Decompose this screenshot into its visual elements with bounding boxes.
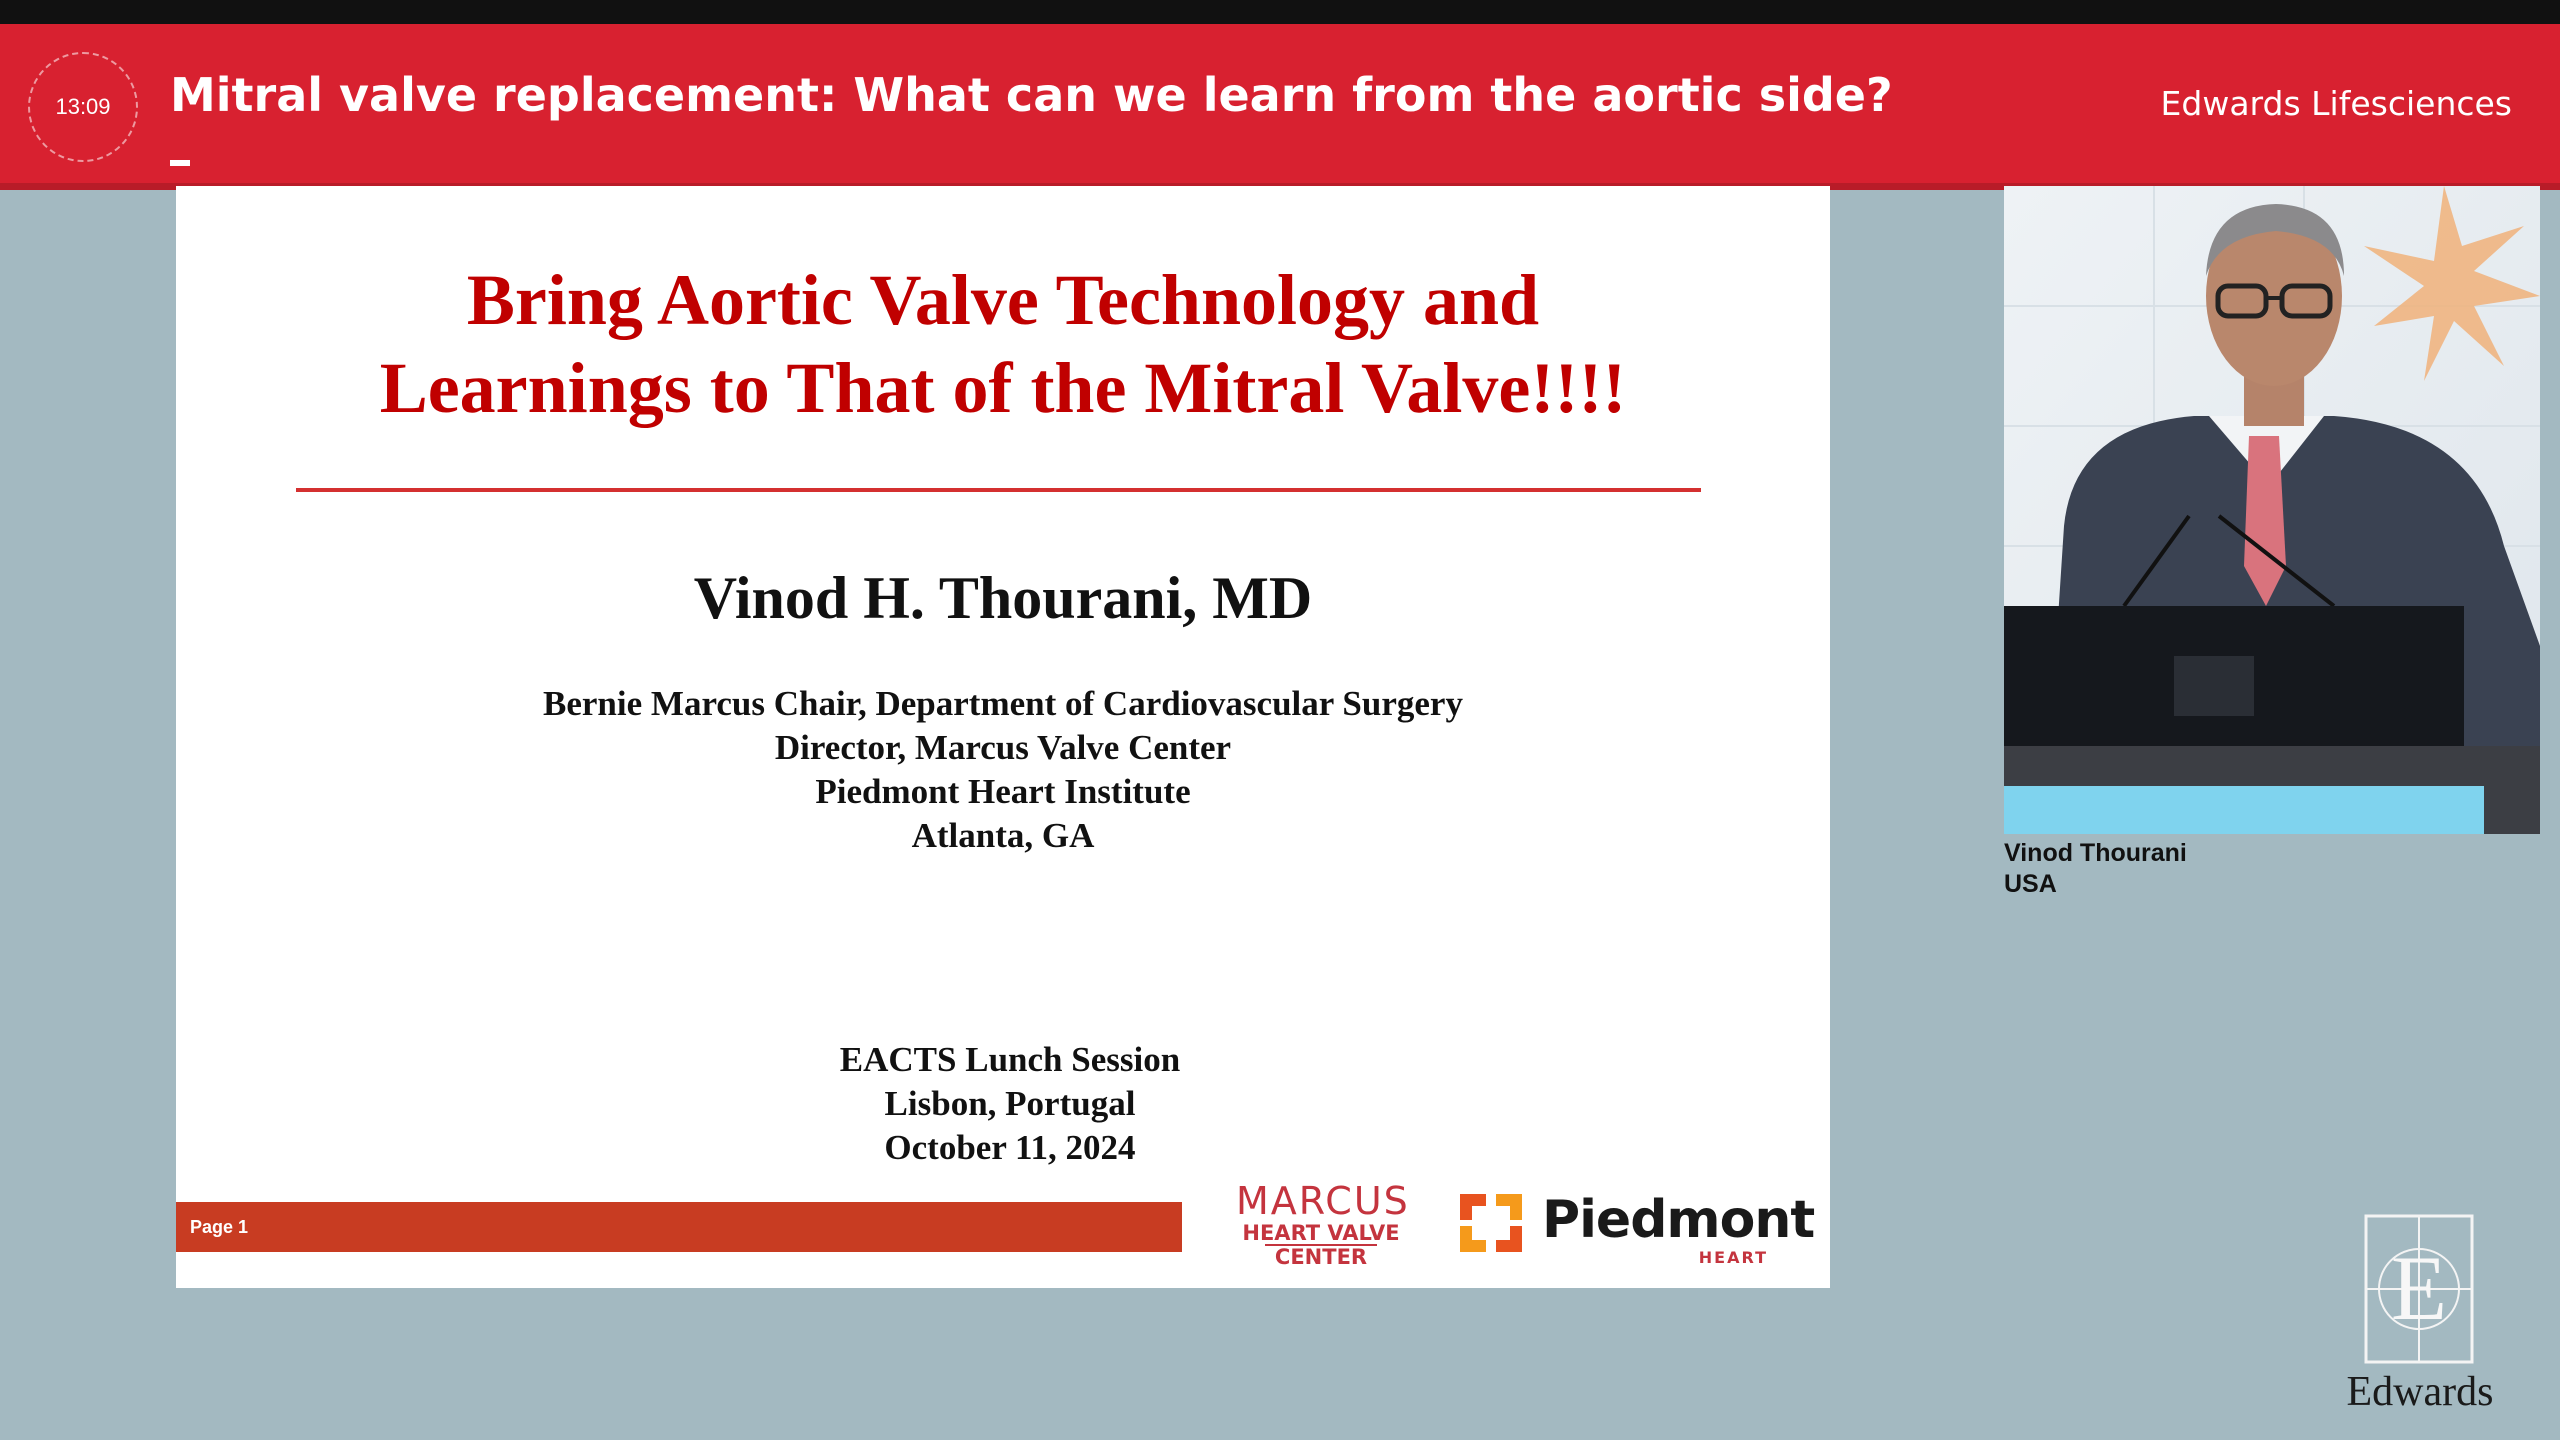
speaker-caption-country: USA — [2004, 870, 2057, 898]
session-title: Mitral valve replacement: What can we learn from the aortic side? — [170, 68, 1893, 122]
marcus-logo-mid: HEART VALVE — [1242, 1220, 1400, 1245]
timer-badge: 13:09 — [28, 52, 138, 162]
progress-indicator — [170, 160, 190, 166]
speaker-caption-name: Vinod Thourani — [2004, 839, 2187, 867]
piedmont-logo — [1456, 1190, 1815, 1267]
affiliation-line: Piedmont Heart Institute — [815, 772, 1191, 811]
speaker-video — [2004, 186, 2540, 834]
brand-name: Edwards Lifesciences — [2160, 84, 2512, 123]
piedmont-subtitle: HEART — [1698, 1248, 1768, 1267]
piedmont-wordmark: Piedmont — [1542, 1190, 1815, 1250]
page-number: Page 1 — [190, 1216, 249, 1237]
speaker-caption — [2004, 838, 2187, 900]
speaker-affiliation — [176, 682, 1830, 858]
slide-footer-bar — [176, 1202, 1182, 1252]
slide-title-line-2: Learnings to That of the Mitral Valve!!!! — [379, 348, 1627, 428]
marcus-logo-top: MARCUS — [1236, 1179, 1410, 1223]
affiliation-line: Atlanta, GA — [911, 816, 1095, 855]
event-info — [176, 1038, 1830, 1170]
affiliation-line: Director, Marcus Valve Center — [774, 728, 1232, 767]
piedmont-mark-icon — [1456, 1190, 1526, 1256]
edwards-wordmark: Edwards — [2346, 1369, 2494, 1415]
edwards-mark-icon — [2364, 1214, 2474, 1364]
slide-title-line-1: Bring Aortic Valve Technology and — [466, 260, 1540, 340]
slide-title — [176, 256, 1830, 432]
event-line: EACTS Lunch Session — [839, 1040, 1181, 1079]
affiliation-line: Bernie Marcus Chair, Department of Cardiovascular Surgery — [543, 684, 1463, 723]
slide-speaker-name: Vinod H. Thourani, MD — [693, 565, 1313, 631]
session-header — [0, 24, 2560, 184]
marcus-logo — [1236, 1179, 1410, 1269]
slide-title-divider — [296, 488, 1701, 492]
speaker-video-frame — [2004, 186, 2540, 834]
event-line: Lisbon, Portugal — [884, 1084, 1136, 1123]
top-letterbox — [0, 0, 2560, 24]
edwards-corner-logo — [2340, 1208, 2510, 1438]
event-line: October 11, 2024 — [884, 1128, 1136, 1167]
svg-text:E: E — [2390, 1237, 2448, 1339]
presentation-slide — [176, 186, 1830, 1288]
marcus-logo-bottom: CENTER — [1265, 1244, 1377, 1268]
